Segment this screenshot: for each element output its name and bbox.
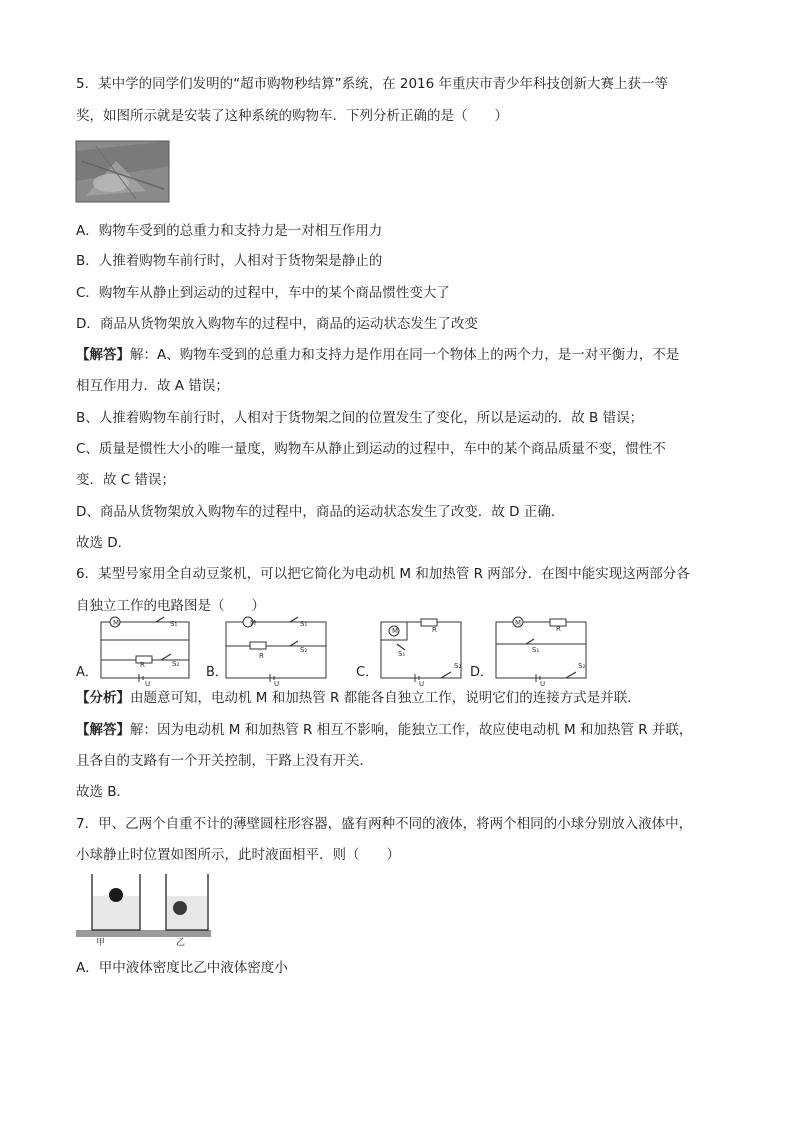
q6-stem-line1: 6．某型号家用全自动豆浆机，可以把它简化为电动机 M 和加热管 R 两部分．在图中能实现这两部分各 <box>76 566 690 582</box>
q5-option-c: C．购物车从静止到运动的过程中，车中的某个商品惯性变大了 <box>76 285 450 301</box>
q5-option-a: A．购物车受到的总重力和支持力是一对相互作用力 <box>76 223 383 239</box>
switch1-label-b: S₁ <box>300 620 308 628</box>
motor-label-c: M <box>392 627 399 635</box>
source-label-a: U <box>145 680 151 688</box>
circuit-choice-c: C． <box>356 665 379 680</box>
q5-answer-line6: D、商品从货物架放入购物车的过程中，商品的运动状态发生了改变．故 D 正确． <box>76 504 565 520</box>
analysis-tag: 【分析】 <box>76 690 130 706</box>
q7-stem-line2: 小球静止时位置如图所示，此时液面相平．则（ ） <box>76 847 400 863</box>
shopping-cart-photo <box>76 141 169 202</box>
q7-stem-line1: 7．甲、乙两个自重不计的薄壁圆柱形容器，盛有两种不同的液体，将两个相同的小球分别放入液体中， <box>76 816 693 832</box>
circuit-choice-d: D． <box>470 665 494 680</box>
q6-answer-line1 <box>76 720 692 740</box>
container-label-yi: 乙 <box>176 938 186 948</box>
q5-option-b: B．人推着购物车前行时，人相对于货物架是静止的 <box>76 253 383 269</box>
switch1-label-c: S₁ <box>398 650 406 658</box>
ball-yi <box>173 901 187 915</box>
source-label-c: U <box>419 680 425 688</box>
motor-label-a: M <box>113 619 120 627</box>
q5-answer-line3: B、人推着购物车前行时，人相对于货物架之间的位置发生了变化，所以是运动的．故 B 错误； <box>76 410 644 426</box>
switch1-label-d: S₁ <box>532 646 540 654</box>
q5-stem-line2: 奖，如图所示就是安装了这种系统的购物车．下列分析正确的是（ ） <box>76 108 508 124</box>
switch2-label-b: S₂ <box>300 646 308 654</box>
resistor-label-d: R <box>556 625 561 633</box>
q6-answer-line2: 且各自的支路有一个开关控制，干路上没有开关． <box>76 753 373 769</box>
source-label-b: U <box>274 680 280 688</box>
containers-figure <box>76 874 211 946</box>
ball-jia <box>109 888 123 902</box>
resistor-label-a: R <box>140 661 145 669</box>
motor-label-d: M <box>515 619 522 627</box>
q5-answer-line2: 相互作用力．故 A 错误； <box>76 378 229 394</box>
motor-label-b: M <box>250 619 257 627</box>
switch2-label-d: S₂ <box>578 662 586 670</box>
circuit-choice-b: B． <box>206 665 228 680</box>
q5-conclusion: 故选 D． <box>76 535 132 551</box>
analysis-text: 由题意可知，电动机 M 和加热管 R 都能各自独立工作，说明它们的连接方式是并联． <box>130 690 641 706</box>
q7-option-a: A．甲中液体密度比乙中液体密度小 <box>76 960 288 976</box>
q5-option-d: D．商品从货物架放入购物车的过程中，商品的运动状态发生了改变 <box>76 316 478 332</box>
q6-conclusion: 故选 B． <box>76 784 131 800</box>
q5-stem-line1: 5．某中学的同学们发明的“超市购物秒结算”系统，在 2016 年重庆市青少年科技创新大赛上获一等 <box>76 76 669 92</box>
answer-text: 解：因为电动机 M 和加热管 R 相互不影响，能独立工作，故应使电动机 M 和加热管 R 并联， <box>130 722 693 738</box>
container-label-jia: 甲 <box>96 938 106 948</box>
q6-stem-line2: 自独立工作的电路图是（ ） <box>76 598 265 614</box>
switch1-label-a: S₁ <box>170 620 178 628</box>
answer-text: 解：A、购物车受到的总重力和支持力是作用在同一个物体上的两个力，是一对平衡力，不是 <box>130 347 680 363</box>
circuit-b <box>226 617 326 682</box>
q5-answer-line5: 变．故 C 错误； <box>76 472 176 488</box>
switch2-label-a: S₂ <box>172 660 180 668</box>
answer-tag: 【解答】 <box>76 347 130 363</box>
circuit-choice-a: A． <box>76 665 98 680</box>
q6-analysis <box>76 688 641 708</box>
circuit-diagrams <box>76 618 596 688</box>
q5-answer-line4: C、质量是惯性大小的唯一量度，购物车从静止到运动的过程中，车中的某个商品质量不变，惯性不 <box>76 441 666 457</box>
resistor-label-c: R <box>432 626 437 634</box>
switch2-label-c: S₂ <box>454 662 462 670</box>
circuit-d <box>496 617 586 682</box>
answer-tag: 【解答】 <box>76 722 130 738</box>
source-label-d: U <box>540 680 546 688</box>
resistor-label-b: R <box>259 652 264 660</box>
q5-answer-line1 <box>76 345 679 365</box>
